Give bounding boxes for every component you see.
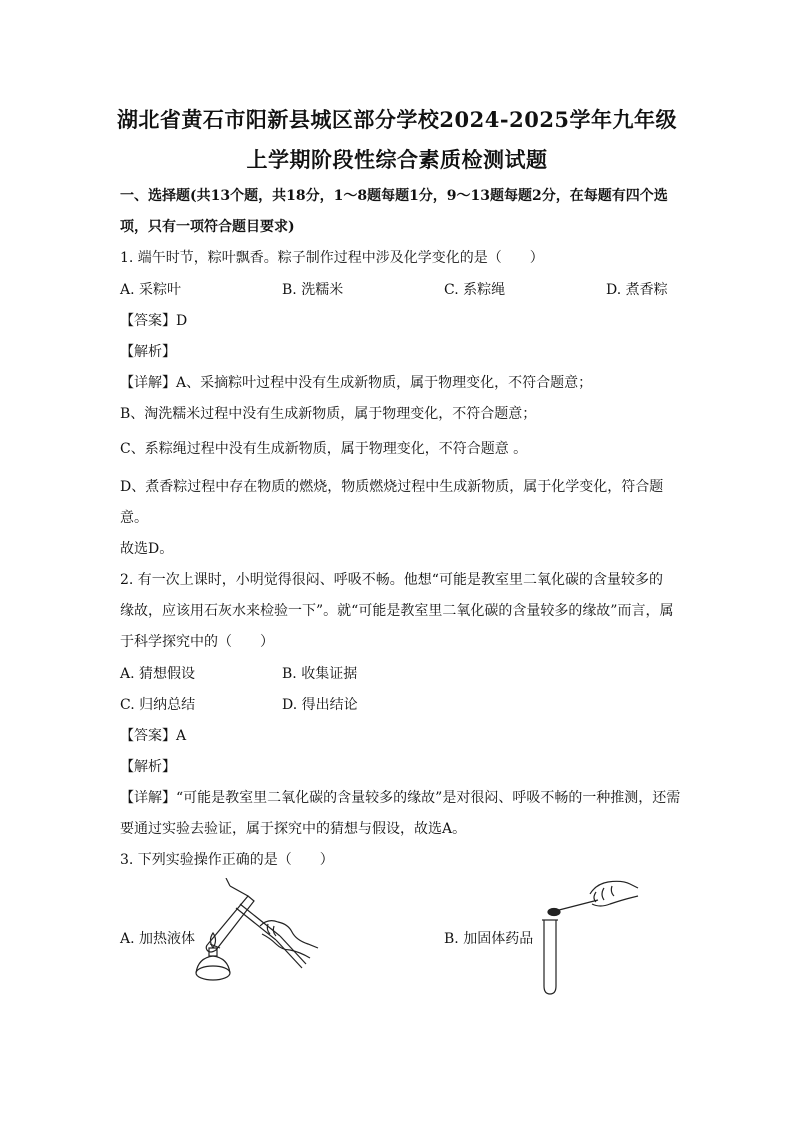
detail-line: 意。	[120, 510, 148, 526]
detail-line: D、煮香粽过程中存在物质的燃烧，物质燃烧过程中生成新物质，属于化学变化，符合题	[120, 479, 664, 495]
option-d: D. 煮香粽	[606, 282, 668, 298]
detail-line: 要通过实验去验证，属于探究中的猜想与假设，故选A。	[120, 821, 467, 837]
question-stem: 于科学探究中的（ ）	[120, 634, 274, 650]
question-stem: 缘故，应该用石灰水来检验一下”。就“可能是教室里二氧化碳的含量较多的缘故”而言，属	[120, 603, 674, 619]
question-stem: 1. 端午时节，粽叶飘香。粽子制作过程中涉及化学变化的是（ ）	[120, 250, 544, 266]
heating-liquid-illustration	[190, 878, 320, 983]
option-a: A. 猜想假设	[120, 666, 196, 682]
option-d: D. 得出结论	[282, 697, 358, 713]
question-stem: 3. 下列实验操作正确的是（ ）	[120, 852, 334, 868]
detail-line: C、系粽绳过程中没有生成新物质，属于物理变化，不符合题意 。	[120, 441, 528, 457]
question-stem: 2. 有一次上课时，小明觉得很闷、呼吸不畅。他想“可能是教室里二氧化碳的含量较多的	[120, 572, 663, 588]
detail-line: B、淘洗糯米过程中没有生成新物质，属于物理变化，不符合题意；	[120, 406, 537, 422]
option-c: C. 系粽绳	[444, 282, 506, 298]
title-line-1: 湖北省黄石市阳新县城区部分学校2024-2025学年九年级	[116, 107, 678, 132]
title-line-2: 上学期阶段性综合素质检测试题	[246, 147, 548, 172]
option-c: C. 归纳总结	[120, 697, 196, 713]
detail-line: 【详解】A、采摘粽叶过程中没有生成新物质，属于物理变化，不符合题意；	[120, 375, 593, 391]
option-a: A. 采粽叶	[120, 282, 182, 298]
detail-line: 【详解】“可能是教室里二氧化碳的含量较多的缘故”是对很闷、呼吸不畅的一种推测，还需	[120, 790, 681, 806]
analysis-label: 【解析】	[120, 344, 176, 360]
detail-line: 故选D。	[120, 541, 174, 557]
answer: 【答案】A	[120, 728, 187, 744]
option-b: B. 洗糯米	[282, 282, 344, 298]
option-b: B. 加固体药品	[444, 931, 534, 947]
analysis-label: 【解析】	[120, 759, 176, 775]
adding-solid-illustration	[530, 878, 640, 998]
answer: 【答案】D	[120, 313, 188, 329]
option-a: A. 加热液体	[120, 931, 196, 947]
option-b: B. 收集证据	[282, 666, 358, 682]
